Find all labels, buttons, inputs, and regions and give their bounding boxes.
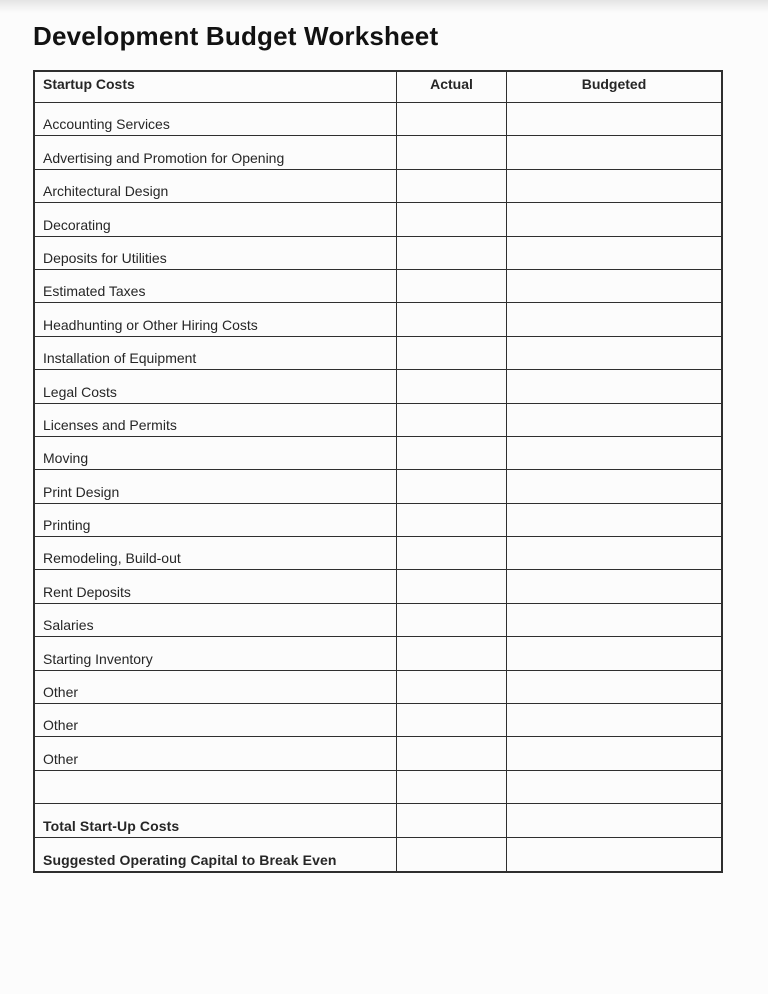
row-label-cell: Advertising and Promotion for Opening: [43, 149, 285, 166]
budgeted-value-cell: [506, 570, 721, 602]
row-label-cell: Other: [43, 684, 79, 701]
table-row: [35, 671, 721, 704]
actual-value-cell: [396, 570, 506, 602]
actual-value-cell: [396, 237, 506, 269]
row-label-cell: Legal Costs: [43, 383, 117, 400]
actual-value-cell: [396, 370, 506, 402]
table-row: [35, 771, 721, 804]
actual-value-cell: [396, 437, 506, 469]
actual-value-cell: [396, 404, 506, 436]
budgeted-value-cell: [506, 203, 721, 235]
budgeted-value-cell: [506, 671, 721, 703]
row-label-cell: Other: [43, 717, 79, 734]
row-label-cell: Moving: [43, 450, 89, 467]
column-header-startup-costs: Startup Costs: [43, 76, 135, 92]
budgeted-value-cell: [506, 303, 721, 335]
row-label-cell: Estimated Taxes: [43, 283, 146, 300]
table-row: [35, 404, 721, 437]
table-row: [35, 170, 721, 203]
table-row: [35, 537, 721, 570]
actual-value-cell: [396, 170, 506, 202]
row-label-cell: Architectural Design: [43, 183, 169, 200]
budgeted-value-cell: [506, 704, 721, 736]
table-row: [35, 370, 721, 403]
table-row: [35, 303, 721, 336]
table-row: [35, 704, 721, 737]
budgeted-value-cell: [506, 804, 721, 836]
row-label-cell: Licenses and Permits: [43, 416, 177, 433]
table-row: [35, 470, 721, 503]
actual-value-cell: [396, 203, 506, 235]
row-label-cell: Deposits for Utilities: [43, 249, 167, 266]
table-row: [35, 804, 721, 837]
budgeted-value-cell: [506, 537, 721, 569]
table-body: [35, 103, 721, 871]
table-header-row: [35, 72, 721, 103]
table-row: [35, 237, 721, 270]
budgeted-value-cell: [506, 604, 721, 636]
row-label-cell: Remodeling, Build-out: [43, 550, 181, 567]
actual-value-cell: [396, 737, 506, 769]
budgeted-value-cell: [506, 771, 721, 803]
table-row: [35, 838, 721, 871]
table-row: [35, 337, 721, 370]
table-row: [35, 136, 721, 169]
row-label-cell: Print Design: [43, 483, 120, 500]
table-row: [35, 437, 721, 470]
budgeted-value-cell: [506, 437, 721, 469]
row-label-cell: Accounting Services: [43, 116, 170, 133]
actual-value-cell: [396, 337, 506, 369]
row-label-cell: Total Start-Up Costs: [43, 817, 180, 834]
actual-value-cell: [396, 504, 506, 536]
actual-value-cell: [396, 537, 506, 569]
actual-value-cell: [396, 136, 506, 168]
table-row: [35, 270, 721, 303]
row-label-cell: [35, 771, 396, 803]
table-row: [35, 203, 721, 236]
budgeted-value-cell: [506, 838, 721, 871]
row-label-cell: Installation of Equipment: [43, 350, 197, 367]
table-row: [35, 103, 721, 136]
budgeted-value-cell: [506, 270, 721, 302]
actual-value-cell: [396, 470, 506, 502]
actual-value-cell: [396, 771, 506, 803]
actual-value-cell: [396, 604, 506, 636]
budgeted-value-cell: [506, 470, 721, 502]
budgeted-value-cell: [506, 504, 721, 536]
column-header-budgeted: Budgeted: [506, 72, 721, 102]
budgeted-value-cell: [506, 404, 721, 436]
table-row: [35, 504, 721, 537]
row-label-cell: Starting Inventory: [43, 650, 153, 667]
actual-value-cell: [396, 303, 506, 335]
budgeted-value-cell: [506, 337, 721, 369]
row-label-cell: Printing: [43, 517, 91, 534]
budgeted-value-cell: [506, 370, 721, 402]
table-row: [35, 570, 721, 603]
row-label-cell: Rent Deposits: [43, 583, 131, 600]
budgeted-value-cell: [506, 637, 721, 669]
actual-value-cell: [396, 704, 506, 736]
table-row: [35, 637, 721, 670]
table-row: [35, 737, 721, 770]
budget-table: [33, 70, 723, 873]
actual-value-cell: [396, 637, 506, 669]
table-row: [35, 604, 721, 637]
row-label-cell: Salaries: [43, 617, 94, 634]
actual-value-cell: [396, 838, 506, 871]
actual-value-cell: [396, 103, 506, 135]
budgeted-value-cell: [506, 136, 721, 168]
actual-value-cell: [396, 270, 506, 302]
budgeted-value-cell: [506, 103, 721, 135]
row-label-cell: Other: [43, 750, 79, 767]
budgeted-value-cell: [506, 737, 721, 769]
row-label-cell: Suggested Operating Capital to Break Even: [43, 851, 337, 868]
actual-value-cell: [396, 804, 506, 836]
actual-value-cell: [396, 671, 506, 703]
column-header-actual: Actual: [396, 72, 506, 102]
budgeted-value-cell: [506, 170, 721, 202]
budgeted-value-cell: [506, 237, 721, 269]
row-label-cell: Decorating: [43, 216, 111, 233]
row-label-cell: Headhunting or Other Hiring Costs: [43, 316, 258, 333]
page-title: Development Budget Worksheet: [33, 21, 439, 51]
